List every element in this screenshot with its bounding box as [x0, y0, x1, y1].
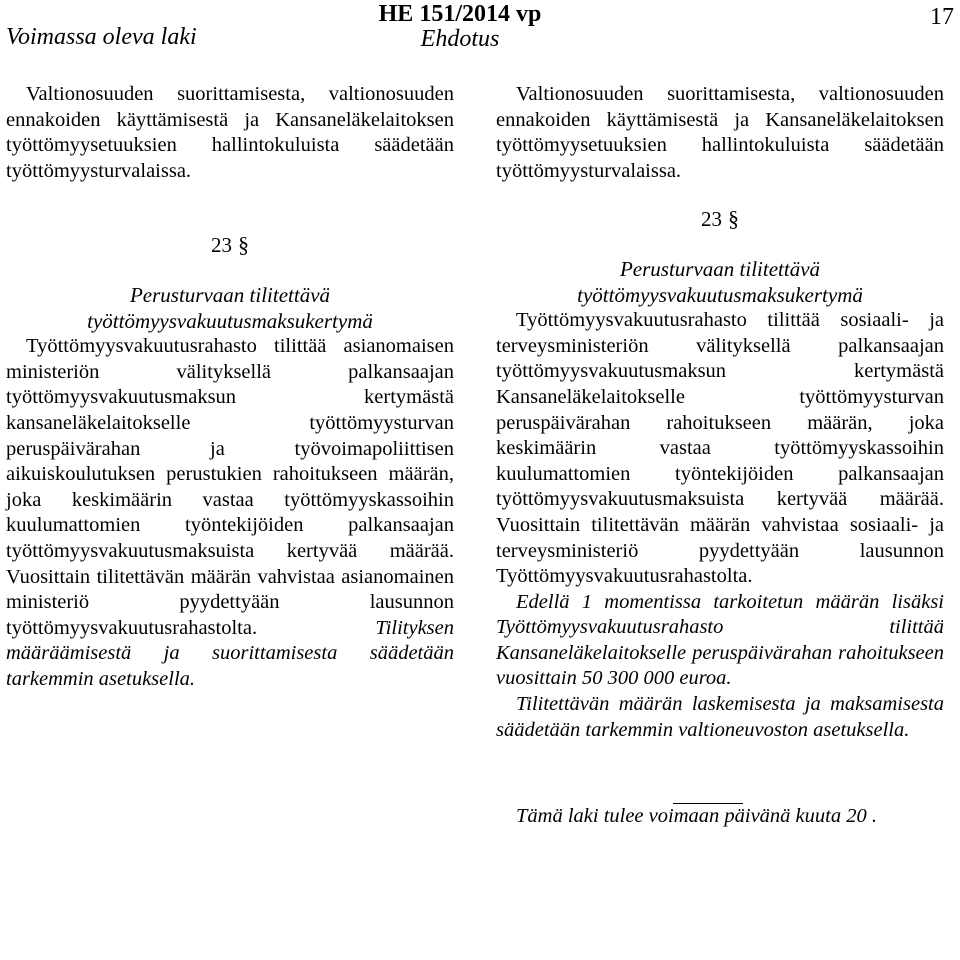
right-section-number	[496, 206, 944, 233]
header-proposal: Ehdotus	[420, 26, 500, 52]
right-intro-paragraph: Valtionosuuden suorittamisesta, valtionosuuden ennakoiden käyttämisestä ja Kansaneläkelaitoksen työttömyysetuuksien hallintokuluista säädetään työttömyysturvalaissa.	[496, 83, 944, 182]
right-moment2-paragraph: Edellä 1 momentissa tarkoitetun määrän lisäksi Työttömyysvakuutusrahasto tilittää Kansaneläkelaitokselle peruspäivärahan rahoitukseen vuosittain 50 300 000 euroa.	[496, 590, 944, 690]
page-header	[0, 0, 960, 60]
left-intro-paragraph: Valtionosuuden suorittamisesta, valtionosuuden ennakoiden käyttämisestä ja Kansaneläkelaitoksen työttömyysetuuksien hallintokuluista säädetään työttömyysturvalaissa.	[6, 83, 454, 182]
left-section-num: 23	[211, 233, 232, 258]
left-body-paragraph	[6, 334, 454, 692]
entry-into-force-clause: Tämä laki tulee voimaan päivänä kuuta 20 .	[516, 805, 877, 828]
right-section-title: Perusturvaan tilitettävä työttömyysvakuutusmaksukertymä	[577, 256, 863, 307]
right-section-num: 23	[701, 207, 722, 232]
header-current-law: Voimassa oleva laki	[6, 24, 197, 50]
current-law-column	[6, 82, 454, 692]
proposal-column	[496, 82, 944, 830]
right-moment3-paragraph: Tilitettävän määrän laskemisesta ja maksamisesta säädetään tarkemmin valtioneuvoston asetuksella.	[496, 693, 944, 741]
section-symbol: §	[728, 206, 739, 232]
left-section-title: Perusturvaan tilitettävä työttömyysvakuutusmaksukertymä	[87, 282, 373, 333]
left-section-number	[6, 232, 454, 259]
page-number: 17	[930, 4, 954, 30]
right-body-paragraph: Työttömyysvakuutusrahasto tilittää sosiaali- ja terveysministeriön välityksellä palkansaajan työttömyysvakuutusmaksun kertymästä Kansaneläkelaitokselle työttömyysturvan peruspäivärahan rahoitukseen määrän, joka keskimäärin vastaa työttömyyskassoihin kuulumattomien työntekijöiden palkansaajan työttömyysvakuutusmaksuista kertyvää määrää. Vuosittain tilitettävän määrän vahvistaa sosiaali- ja terveysministeriö pyydettyään lausunnon Työttömyysvakuutusrahastolta.	[496, 309, 944, 588]
separator-rule	[673, 803, 743, 804]
left-body-text: Työttömyysvakuutusrahasto tilittää asianomaisen ministeriön välityksellä palkansaajan työttömyysvakuutusmaksun kertymästä kansaneläkelaitokselle työttömyysturvan peruspäivärahan ja työvoimapoliittisen aikuiskoulutuksen perustukien rahoitukseen määrän, joka keskimäärin vastaa työttömyyskassoihin kuulumattomien työntekijöiden palkansaajan työttömyysvakuutusmaksuista kertyvää määrää. Vuosittain tilitettävän määrän vahvistaa asianomainen ministeriö pyydettyään lausunnon työttömyysvakuutusrahastolta.	[6, 335, 454, 639]
section-symbol: §	[238, 232, 249, 258]
document-id: HE 151/2014 vp	[378, 1, 542, 27]
left-body-italic: Tilityksen määräämisestä ja suorittamisesta säädetään tarkemmin asetuksella.	[6, 616, 454, 690]
header-center	[0, 1, 960, 53]
